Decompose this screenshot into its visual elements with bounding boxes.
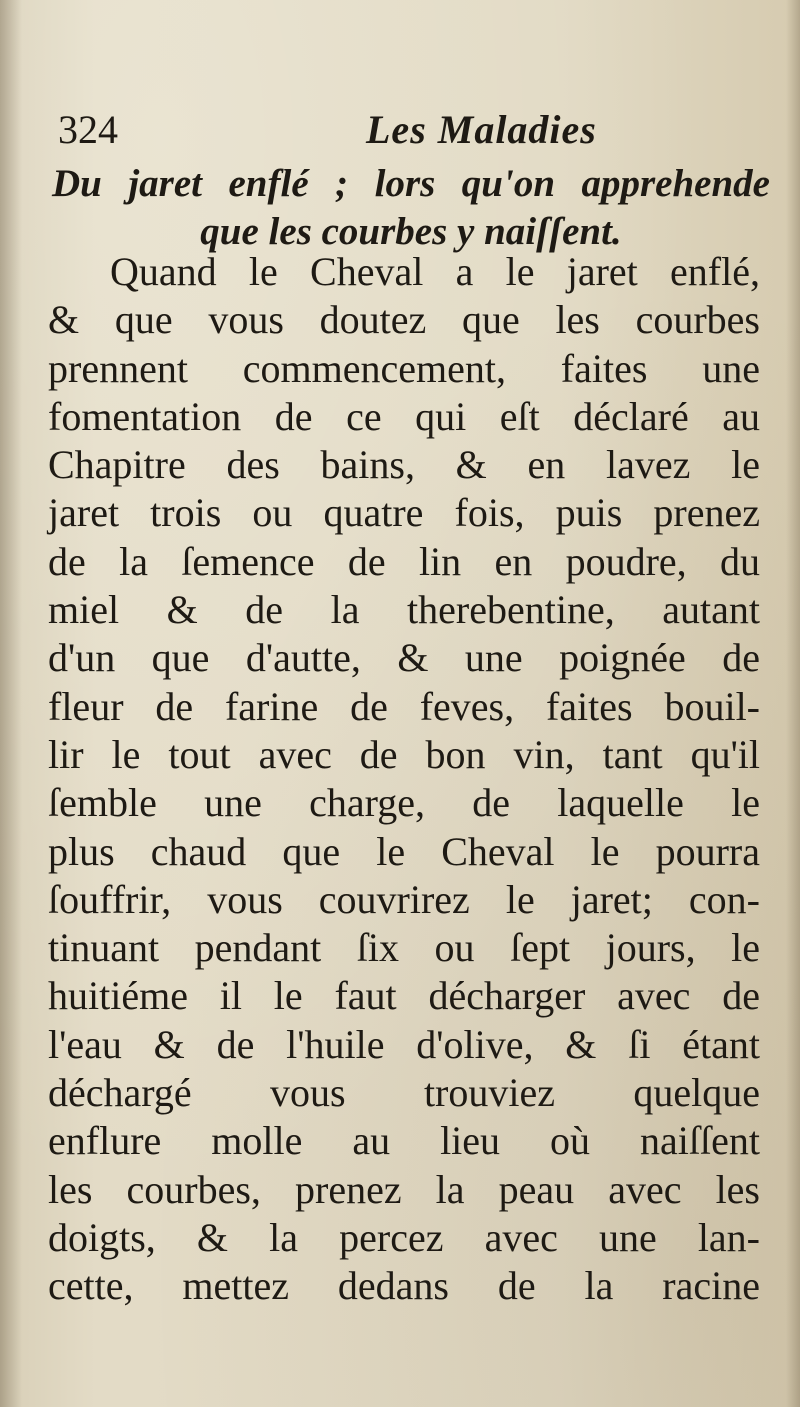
page-number: 324 <box>58 107 118 152</box>
body-line-19: enflure molle au lieu où naiſſent <box>48 1118 760 1164</box>
section-heading <box>52 160 770 256</box>
body-line-21: doigts, & la percez avec une lan- <box>48 1214 760 1260</box>
body-line-6: jaret trois ou quatre fois, puis prenez <box>48 490 760 536</box>
body-line-5: Chapitre des bains, & en lavez le <box>48 442 760 488</box>
body-line-2: & que vous doutez que les courbes <box>48 297 760 343</box>
body-line-22: cette, mettez dedans de la racine <box>48 1263 760 1309</box>
body-line-13: plus chaud que le Cheval le pourra <box>48 828 760 874</box>
page-header <box>52 100 762 160</box>
body-line-18: déchargé vous trouviez quelque <box>48 1070 760 1116</box>
body-line-9: d'un que d'autte, & une poignée de <box>48 635 760 681</box>
page-edge-shadow <box>786 0 800 1407</box>
body-line-20: les courbes, prenez la peau avec les <box>48 1166 760 1212</box>
body-line-14: ſouffrir, vous couvrirez le jaret; con- <box>48 876 760 922</box>
body-line-12: ſemble une charge, de laquelle le <box>48 780 760 826</box>
body-line-4: fomentation de ce qui eſt déclaré au <box>48 393 760 439</box>
body-line-17: l'eau & de l'huile d'olive, & ſi étant <box>48 1021 760 1067</box>
gutter-shadow <box>0 0 22 1407</box>
body-line-7: de la ſemence de lin en poudre, du <box>48 538 760 584</box>
section-heading-line-1: Du jaret enflé ; lors qu'on apprehende <box>52 162 770 205</box>
body-line-10: fleur de farine de feves, faites bouil- <box>48 683 760 729</box>
running-head: Les Maladies <box>366 107 597 152</box>
body-text <box>48 248 760 1311</box>
body-line-1: Quand le Cheval a le jaret enflé, <box>110 249 760 294</box>
body-line-15: tinuant pendant ſix ou ſept jours, le <box>48 925 760 971</box>
body-line-16: huitiéme il le faut décharger avec de <box>48 973 760 1019</box>
body-line-3: prennent commencement, faites une <box>48 345 760 391</box>
section-heading-line-2: que les courbes y naiſſent. <box>200 210 622 253</box>
body-line-11: lir le tout avec de bon vin, tant qu'il <box>48 731 760 777</box>
body-line-8: miel & de la therebentine, autant <box>48 587 760 633</box>
